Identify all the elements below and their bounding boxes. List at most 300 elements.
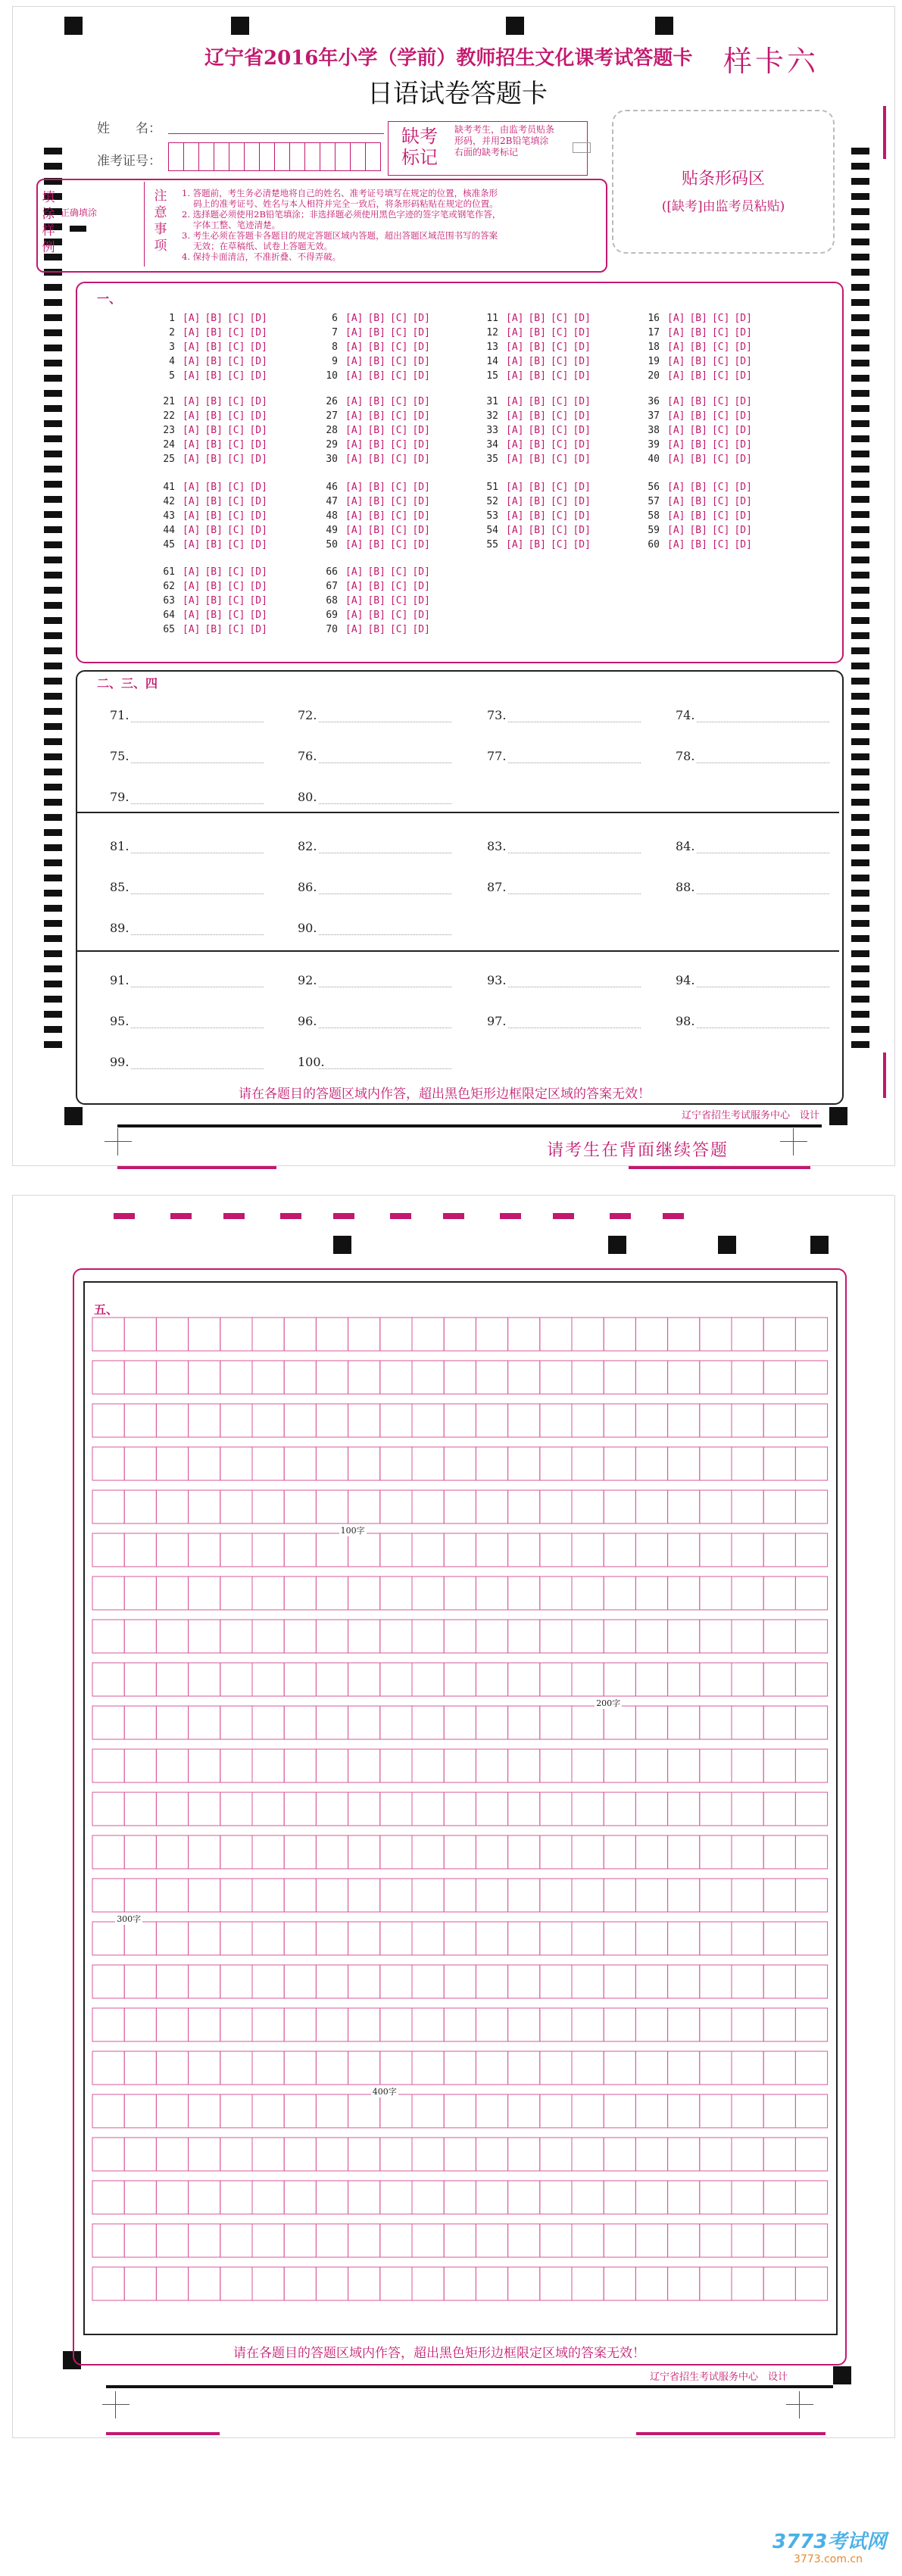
grid-cell[interactable] [795,2267,827,2300]
option-bubble[interactable]: [B] [528,370,546,382]
grid-cell[interactable] [476,2181,507,2214]
option-bubble[interactable]: [A] [345,313,364,324]
grid-cell[interactable] [380,2094,412,2128]
grid-cell[interactable] [124,2181,156,2214]
option-bubble[interactable]: [C] [389,610,408,621]
grid-cell[interactable] [795,1922,827,1955]
option-bubble[interactable]: [D] [573,341,591,353]
grid-cell[interactable] [763,1361,795,1394]
option-bubble[interactable]: [D] [249,425,267,436]
grid-cell[interactable] [732,2138,763,2171]
grid-cell[interactable] [124,1361,156,1394]
grid-cell[interactable] [763,1533,795,1567]
option-bubble[interactable]: [A] [183,454,201,465]
grid-cell[interactable] [540,1447,572,1480]
grid-cell[interactable] [156,1490,188,1523]
option-bubble[interactable]: [D] [249,482,267,493]
option-bubble[interactable]: [A] [667,341,685,353]
option-bubble[interactable]: [D] [734,313,752,324]
grid-cell[interactable] [795,2051,827,2085]
option-bubble[interactable]: [B] [689,341,707,353]
grid-cell[interactable] [668,1404,700,1437]
grid-cell[interactable] [444,1706,476,1739]
grid-cell[interactable] [700,1835,732,1869]
grid-cell[interactable] [284,1404,316,1437]
option-bubble[interactable]: [B] [528,454,546,465]
option-bubble[interactable]: [C] [389,313,408,324]
option-bubble[interactable]: [B] [367,539,385,550]
grid-cell[interactable] [508,1447,540,1480]
grid-cell[interactable] [124,2267,156,2300]
option-bubble[interactable]: [B] [367,510,385,522]
grid-cell[interactable] [316,1835,348,1869]
grid-cell[interactable] [732,1792,763,1826]
option-bubble[interactable]: [D] [249,410,267,422]
grid-cell[interactable] [316,2138,348,2171]
grid-cell[interactable] [508,1922,540,1955]
option-bubble[interactable]: [C] [550,396,569,407]
option-bubble[interactable]: [C] [226,566,245,578]
option-bubble[interactable]: [D] [734,356,752,367]
grid-cell[interactable] [540,1749,572,1782]
grid-cell[interactable] [316,1922,348,1955]
grid-cell[interactable] [476,2094,507,2128]
option-bubble[interactable]: [B] [204,313,223,324]
option-bubble[interactable]: [A] [345,425,364,436]
grid-cell[interactable] [220,1318,252,1351]
grid-cell[interactable] [732,2008,763,2041]
grid-cell[interactable] [92,2008,124,2041]
grid-cell[interactable] [700,1965,732,1998]
grid-cell[interactable] [732,1490,763,1523]
option-bubble[interactable]: [A] [506,525,524,536]
grid-cell[interactable] [668,1965,700,1998]
grid-cell[interactable] [156,2094,188,2128]
grid-cell[interactable] [476,2138,507,2171]
option-bubble[interactable]: [D] [249,327,267,338]
grid-cell[interactable] [124,1447,156,1480]
grid-cell[interactable] [444,1490,476,1523]
grid-cell[interactable] [252,1706,284,1739]
option-bubble[interactable]: [C] [711,341,730,353]
grid-cell[interactable] [412,2051,444,2085]
grid-cell[interactable] [476,1835,507,1869]
option-bubble[interactable]: [A] [345,356,364,367]
option-bubble[interactable]: [D] [249,439,267,451]
option-bubble[interactable]: [C] [711,525,730,536]
option-bubble[interactable]: [C] [226,595,245,607]
grid-cell[interactable] [476,1533,507,1567]
grid-cell[interactable] [732,1922,763,1955]
grid-cell[interactable] [189,1490,220,1523]
grid-cell[interactable] [540,2181,572,2214]
grid-cell[interactable] [572,2224,604,2257]
option-bubble[interactable]: [B] [367,624,385,635]
option-bubble[interactable]: [D] [412,539,430,550]
option-bubble[interactable]: [B] [367,327,385,338]
grid-cell[interactable] [380,1404,412,1437]
grid-cell[interactable] [348,1533,380,1567]
grid-cell[interactable] [348,2138,380,2171]
grid-cell[interactable] [795,1792,827,1826]
option-bubble[interactable]: [B] [204,525,223,536]
grid-cell[interactable] [700,1879,732,1912]
grid-cell[interactable] [572,2051,604,2085]
grid-cell[interactable] [92,1749,124,1782]
grid-cell[interactable] [380,1663,412,1696]
option-bubble[interactable]: [D] [249,496,267,507]
grid-cell[interactable] [189,1533,220,1567]
grid-cell[interactable] [795,1965,827,1998]
grid-cell[interactable] [540,1404,572,1437]
grid-cell[interactable] [380,1533,412,1567]
grid-cell[interactable] [668,1533,700,1567]
grid-cell[interactable] [252,2051,284,2085]
option-bubble[interactable]: [A] [183,425,201,436]
option-bubble[interactable]: [A] [667,356,685,367]
grid-cell[interactable] [508,1533,540,1567]
option-bubble[interactable]: [D] [249,510,267,522]
grid-cell[interactable] [700,1533,732,1567]
grid-cell[interactable] [348,2224,380,2257]
option-bubble[interactable]: [A] [345,525,364,536]
grid-cell[interactable] [508,2267,540,2300]
grid-cell[interactable] [380,1490,412,1523]
grid-cell[interactable] [444,2267,476,2300]
option-bubble[interactable]: [C] [389,539,408,550]
grid-cell[interactable] [380,1879,412,1912]
option-bubble[interactable]: [C] [550,539,569,550]
option-bubble[interactable]: [C] [550,454,569,465]
grid-cell[interactable] [124,1965,156,1998]
option-bubble[interactable]: [C] [711,396,730,407]
option-bubble[interactable]: [C] [711,539,730,550]
grid-cell[interactable] [795,1879,827,1912]
grid-cell[interactable] [189,1835,220,1869]
grid-cell[interactable] [635,1749,667,1782]
grid-cell[interactable] [604,2008,635,2041]
grid-cell[interactable] [380,2008,412,2041]
grid-cell[interactable] [189,2224,220,2257]
grid-cell[interactable] [700,1663,732,1696]
grid-cell[interactable] [156,1965,188,1998]
grid-cell[interactable] [476,1361,507,1394]
option-bubble[interactable]: [A] [183,396,201,407]
grid-cell[interactable] [348,1318,380,1351]
grid-cell[interactable] [189,1663,220,1696]
option-bubble[interactable]: [D] [249,525,267,536]
grid-cell[interactable] [635,1576,667,1610]
grid-cell[interactable] [412,1447,444,1480]
grid-cell[interactable] [763,1706,795,1739]
grid-cell[interactable] [700,1792,732,1826]
grid-cell[interactable] [476,1749,507,1782]
grid-cell[interactable] [284,1706,316,1739]
option-bubble[interactable]: [C] [711,425,730,436]
grid-cell[interactable] [412,1835,444,1869]
grid-cell[interactable] [124,2008,156,2041]
grid-cell[interactable] [476,1490,507,1523]
grid-cell[interactable] [124,1404,156,1437]
grid-cell[interactable] [348,1576,380,1610]
grid-cell[interactable] [732,1965,763,1998]
grid-cell[interactable] [252,1620,284,1653]
option-bubble[interactable]: [C] [226,341,245,353]
grid-cell[interactable] [763,1879,795,1912]
option-bubble[interactable]: [A] [506,370,524,382]
grid-cell[interactable] [732,1576,763,1610]
grid-cell[interactable] [380,1965,412,1998]
grid-cell[interactable] [444,2224,476,2257]
grid-cell[interactable] [795,1620,827,1653]
grid-cell[interactable] [380,1576,412,1610]
option-bubble[interactable]: [A] [667,510,685,522]
grid-cell[interactable] [380,1706,412,1739]
option-bubble[interactable]: [C] [550,313,569,324]
grid-cell[interactable] [540,1965,572,1998]
grid-cell[interactable] [635,1706,667,1739]
grid-cell[interactable] [732,1361,763,1394]
option-bubble[interactable]: [C] [389,396,408,407]
grid-cell[interactable] [380,1318,412,1351]
option-bubble[interactable]: [C] [711,439,730,451]
grid-cell[interactable] [668,1318,700,1351]
grid-cell[interactable] [124,2138,156,2171]
grid-cell[interactable] [412,2267,444,2300]
grid-cell[interactable] [252,1749,284,1782]
grid-cell[interactable] [92,2094,124,2128]
grid-cell[interactable] [795,1318,827,1351]
grid-cell[interactable] [604,2267,635,2300]
grid-cell[interactable] [412,1663,444,1696]
option-bubble[interactable]: [C] [226,313,245,324]
option-bubble[interactable]: [D] [249,595,267,607]
grid-cell[interactable] [92,2224,124,2257]
grid-cell[interactable] [508,2138,540,2171]
grid-cell[interactable] [508,2224,540,2257]
grid-cell[interactable] [284,1879,316,1912]
option-bubble[interactable]: [D] [734,410,752,422]
grid-cell[interactable] [540,2051,572,2085]
option-bubble[interactable]: [B] [689,370,707,382]
grid-cell[interactable] [540,1533,572,1567]
grid-cell[interactable] [508,2008,540,2041]
grid-cell[interactable] [189,2267,220,2300]
grid-cell[interactable] [316,1533,348,1567]
grid-cell[interactable] [635,2051,667,2085]
option-bubble[interactable]: [A] [183,510,201,522]
grid-cell[interactable] [635,1490,667,1523]
option-bubble[interactable]: [C] [550,439,569,451]
grid-cell[interactable] [508,1361,540,1394]
grid-cell[interactable] [700,1318,732,1351]
grid-cell[interactable] [316,2051,348,2085]
option-bubble[interactable]: [D] [412,624,430,635]
grid-cell[interactable] [700,1404,732,1437]
grid-cell[interactable] [92,1879,124,1912]
option-bubble[interactable]: [A] [506,410,524,422]
grid-cell[interactable] [700,2051,732,2085]
grid-cell[interactable] [92,2267,124,2300]
grid-cell[interactable] [189,1447,220,1480]
grid-cell[interactable] [412,2094,444,2128]
grid-cell[interactable] [635,2267,667,2300]
option-bubble[interactable]: [A] [183,595,201,607]
option-bubble[interactable]: [D] [249,454,267,465]
option-bubble[interactable]: [D] [573,510,591,522]
grid-cell[interactable] [124,1792,156,1826]
option-bubble[interactable]: [C] [389,581,408,592]
option-bubble[interactable]: [A] [667,525,685,536]
grid-cell[interactable] [124,1533,156,1567]
grid-cell[interactable] [572,1576,604,1610]
option-bubble[interactable]: [B] [204,327,223,338]
grid-cell[interactable] [412,1576,444,1610]
option-bubble[interactable]: [C] [389,356,408,367]
option-bubble[interactable]: [D] [573,356,591,367]
grid-cell[interactable] [156,2051,188,2085]
grid-cell[interactable] [795,1663,827,1696]
option-bubble[interactable]: [D] [249,341,267,353]
option-bubble[interactable]: [D] [412,439,430,451]
grid-cell[interactable] [252,1490,284,1523]
grid-cell[interactable] [348,2181,380,2214]
grid-cell[interactable] [668,1620,700,1653]
option-bubble[interactable]: [C] [226,539,245,550]
grid-cell[interactable] [635,2224,667,2257]
grid-cell[interactable] [572,2181,604,2214]
grid-cell[interactable] [635,1835,667,1869]
option-bubble[interactable]: [D] [573,370,591,382]
option-bubble[interactable]: [C] [550,356,569,367]
option-bubble[interactable]: [D] [412,525,430,536]
option-bubble[interactable]: [A] [506,425,524,436]
grid-cell[interactable] [700,1706,732,1739]
grid-cell[interactable] [540,1792,572,1826]
grid-cell[interactable] [668,1576,700,1610]
grid-cell[interactable] [540,1879,572,1912]
grid-cell[interactable] [700,1620,732,1653]
grid-cell[interactable] [540,1576,572,1610]
option-bubble[interactable]: [A] [506,510,524,522]
grid-cell[interactable] [412,2008,444,2041]
grid-cell[interactable] [508,1663,540,1696]
option-bubble[interactable]: [D] [573,396,591,407]
option-bubble[interactable]: [D] [412,356,430,367]
grid-cell[interactable] [572,1835,604,1869]
option-bubble[interactable]: [A] [506,482,524,493]
grid-cell[interactable] [348,1792,380,1826]
grid-cell[interactable] [732,2224,763,2257]
grid-cell[interactable] [795,1706,827,1739]
grid-cell[interactable] [635,1447,667,1480]
grid-cell[interactable] [763,1620,795,1653]
grid-cell[interactable] [540,2267,572,2300]
grid-cell[interactable] [156,1576,188,1610]
option-bubble[interactable]: [D] [734,327,752,338]
grid-cell[interactable] [508,1749,540,1782]
grid-cell[interactable] [189,1749,220,1782]
option-bubble[interactable]: [B] [204,624,223,635]
option-bubble[interactable]: [D] [573,439,591,451]
option-bubble[interactable]: [B] [204,454,223,465]
grid-cell[interactable] [635,1879,667,1912]
option-bubble[interactable]: [C] [711,482,730,493]
option-bubble[interactable]: [C] [389,425,408,436]
option-bubble[interactable]: [B] [367,496,385,507]
grid-cell[interactable] [540,2008,572,2041]
grid-cell[interactable] [220,2181,252,2214]
grid-cell[interactable] [252,2181,284,2214]
option-bubble[interactable]: [B] [204,482,223,493]
grid-cell[interactable] [380,1922,412,1955]
option-bubble[interactable]: [C] [711,454,730,465]
grid-cell[interactable] [348,1706,380,1739]
grid-cell[interactable] [220,1835,252,1869]
grid-cell[interactable] [795,1576,827,1610]
option-bubble[interactable]: [D] [249,624,267,635]
grid-cell[interactable] [284,1447,316,1480]
grid-cell[interactable] [189,1361,220,1394]
grid-cell[interactable] [572,2094,604,2128]
option-bubble[interactable]: [A] [183,566,201,578]
grid-cell[interactable] [284,1792,316,1826]
grid-cell[interactable] [220,1533,252,1567]
grid-cell[interactable] [92,1965,124,1998]
grid-cell[interactable] [700,1361,732,1394]
option-bubble[interactable]: [A] [345,482,364,493]
option-bubble[interactable]: [A] [667,539,685,550]
grid-cell[interactable] [572,1404,604,1437]
grid-cell[interactable] [252,1965,284,1998]
grid-cell[interactable] [220,2224,252,2257]
grid-cell[interactable] [763,1792,795,1826]
grid-cell[interactable] [604,1922,635,1955]
grid-cell[interactable] [220,1361,252,1394]
option-bubble[interactable]: [C] [550,410,569,422]
grid-cell[interactable] [476,1447,507,1480]
grid-cell[interactable] [124,2094,156,2128]
option-bubble[interactable]: [C] [550,510,569,522]
grid-cell[interactable] [316,1879,348,1912]
grid-cell[interactable] [763,2138,795,2171]
grid-cell[interactable] [732,2181,763,2214]
grid-cell[interactable] [540,1361,572,1394]
grid-cell[interactable] [635,1792,667,1826]
grid-cell[interactable] [444,2008,476,2041]
option-bubble[interactable]: [C] [550,425,569,436]
grid-cell[interactable] [572,1318,604,1351]
option-bubble[interactable]: [C] [711,370,730,382]
grid-cell[interactable] [572,1663,604,1696]
grid-cell[interactable] [316,2267,348,2300]
grid-cell[interactable] [124,1922,156,1955]
option-bubble[interactable]: [A] [345,370,364,382]
option-bubble[interactable]: [B] [204,581,223,592]
option-bubble[interactable]: [A] [345,496,364,507]
grid-cell[interactable] [284,2224,316,2257]
option-bubble[interactable]: [C] [389,595,408,607]
grid-cell[interactable] [220,1447,252,1480]
option-bubble[interactable]: [D] [249,610,267,621]
option-bubble[interactable]: [A] [667,482,685,493]
option-bubble[interactable]: [B] [367,482,385,493]
grid-cell[interactable] [220,1922,252,1955]
grid-cell[interactable] [348,1965,380,1998]
grid-cell[interactable] [635,1318,667,1351]
grid-cell[interactable] [284,1490,316,1523]
option-bubble[interactable]: [A] [183,539,201,550]
